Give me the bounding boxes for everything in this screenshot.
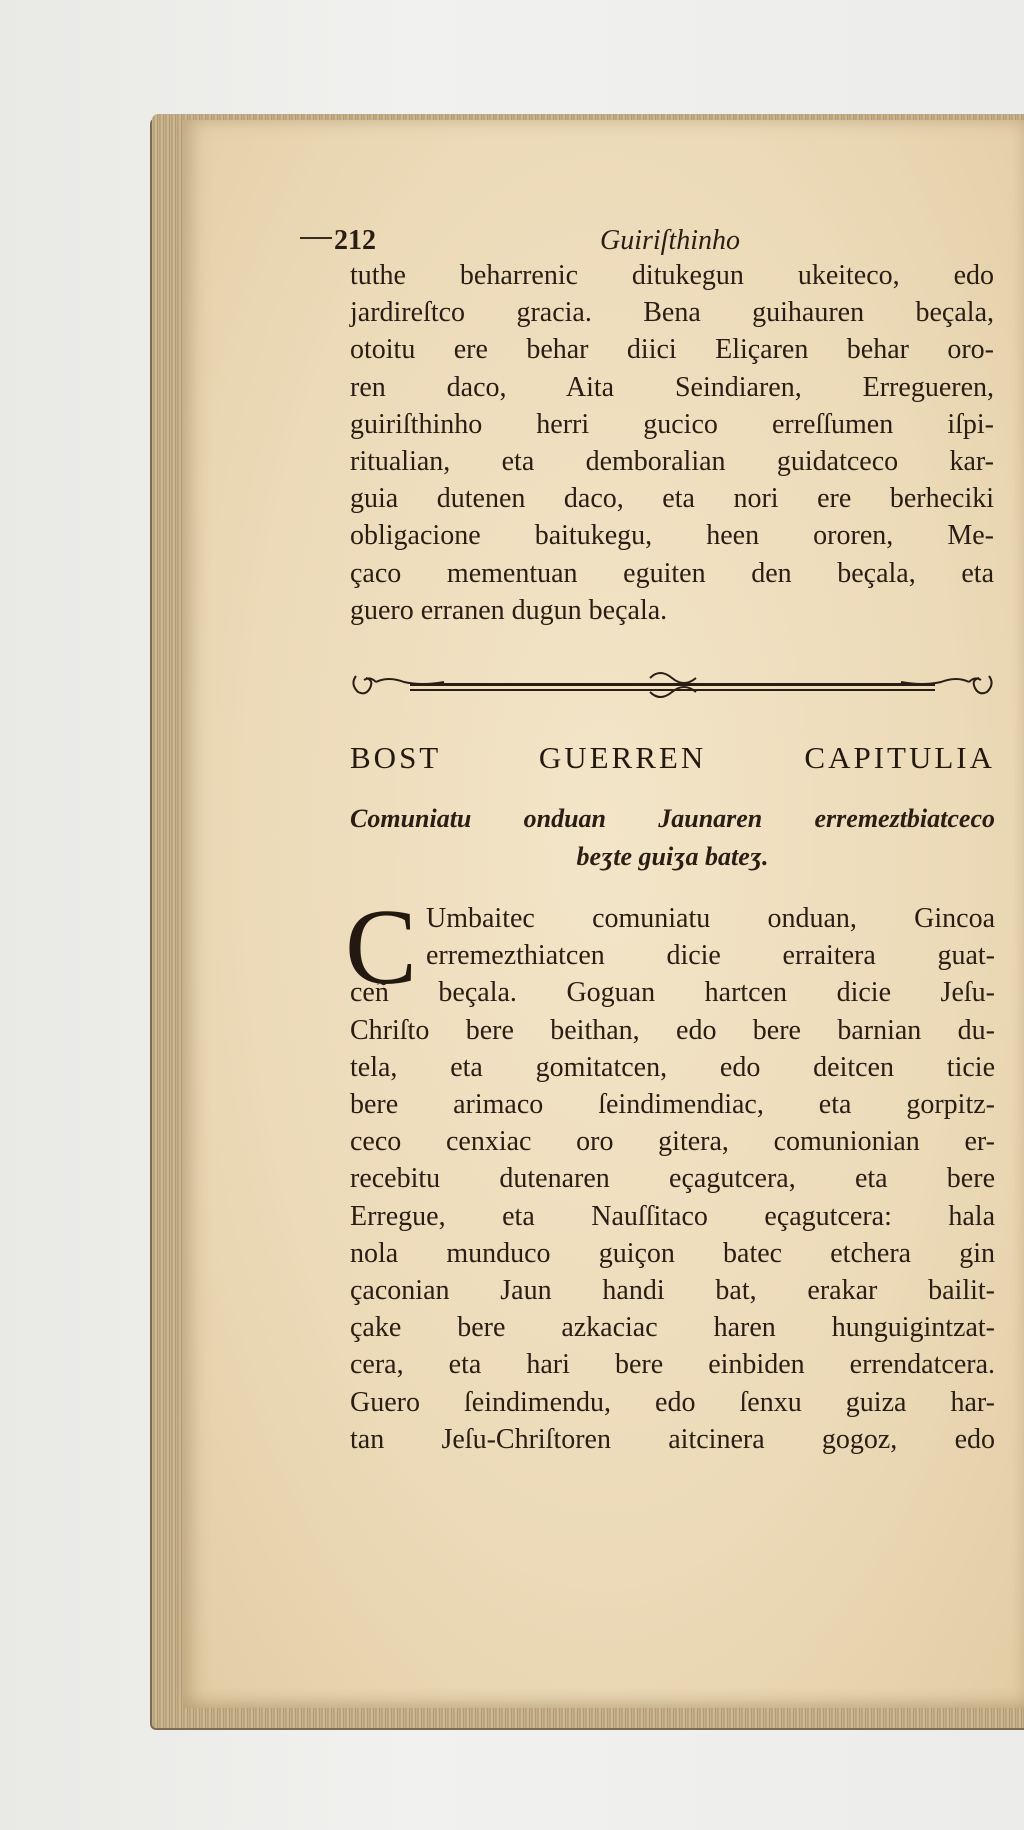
chapter-subtitle bbox=[350, 800, 995, 876]
text-line: ceñ beçala. Goguan hartcen dicie Jeſu- bbox=[350, 977, 995, 1009]
text-line: nola munduco guiçon batec etchera gin bbox=[350, 1237, 995, 1269]
text-line: Guero ſeindimendu, edo ſenxu guiza har- bbox=[350, 1386, 995, 1418]
text-line: tela, eta gomitatcen, edo deitcen ticie bbox=[350, 1051, 995, 1083]
text-line: Chriſto bere beithan, edo bere barnian du- bbox=[350, 1014, 995, 1046]
text-line: çake bere azkaciac haren hunguigintzat- bbox=[350, 1312, 995, 1344]
text-line: Umbaitec comuniatu onduan, Gincoa bbox=[426, 903, 995, 934]
text-line: recebitu dutenaren eçagutcera, eta bere bbox=[350, 1163, 995, 1195]
text-line: obligacione baitukegu, heen ororen, Me- bbox=[350, 520, 994, 552]
text-line: tuthe beharrenic ditukegun ukeiteco, edo bbox=[350, 260, 994, 291]
text-line: tan Jeſu-Chriſtoren aitcinera gogoz, edo bbox=[350, 1423, 995, 1455]
subtitle-line: Comuniatu onduan Jaunaren erremeztbiatceco bbox=[350, 804, 995, 833]
text-line: guero erranen dugun beçala. bbox=[350, 594, 668, 626]
running-head-dash bbox=[300, 237, 332, 239]
top-paragraph bbox=[350, 257, 994, 629]
text-line: ceco cenxiac oro gitera, comunionian er- bbox=[350, 1126, 995, 1158]
text-line: erremezthiatcen dicie erraitera guat- bbox=[426, 940, 995, 972]
text-line: bere arimaco ſeindimendiac, eta gorpitz- bbox=[350, 1089, 995, 1121]
text-line: Erregue, eta Nauſſitaco eçagutcera: hala bbox=[350, 1200, 995, 1232]
text-line: çaconian Jaun handi bat, erakar bailit- bbox=[350, 1275, 995, 1307]
chapter-heading: BOST GUERREN CAPITULIA bbox=[350, 740, 995, 775]
text-line: ren daco, Aita Seindiaren, Erregueren, bbox=[350, 371, 994, 403]
text-line: jardireſtco gracia. Bena guihauren beçala, bbox=[350, 297, 994, 329]
chapter-paragraph bbox=[350, 900, 995, 1458]
text-line: ritualian, eta demboralian guidatceco kar- bbox=[350, 446, 994, 478]
text-line: cera, eta hari bere einbiden errendatcera. bbox=[350, 1349, 995, 1381]
page-number: 212 bbox=[334, 225, 376, 256]
ornamental-divider bbox=[350, 668, 995, 702]
running-title: Guiriſthinho bbox=[600, 225, 741, 256]
text-line: guiriſthinho herri gucico erreſſumen iſpi- bbox=[350, 408, 994, 440]
subtitle-line: beʒte guiʒa bateʒ. bbox=[576, 842, 769, 871]
text-line: çaco mementuan eguiten den beçala, eta bbox=[350, 557, 994, 589]
drop-cap: C bbox=[345, 888, 418, 1007]
text-line: otoitu ere behar diici Eliçaren behar oro- bbox=[350, 334, 994, 366]
text-line: guia dutenen daco, eta nori ere berheciki bbox=[350, 483, 994, 515]
